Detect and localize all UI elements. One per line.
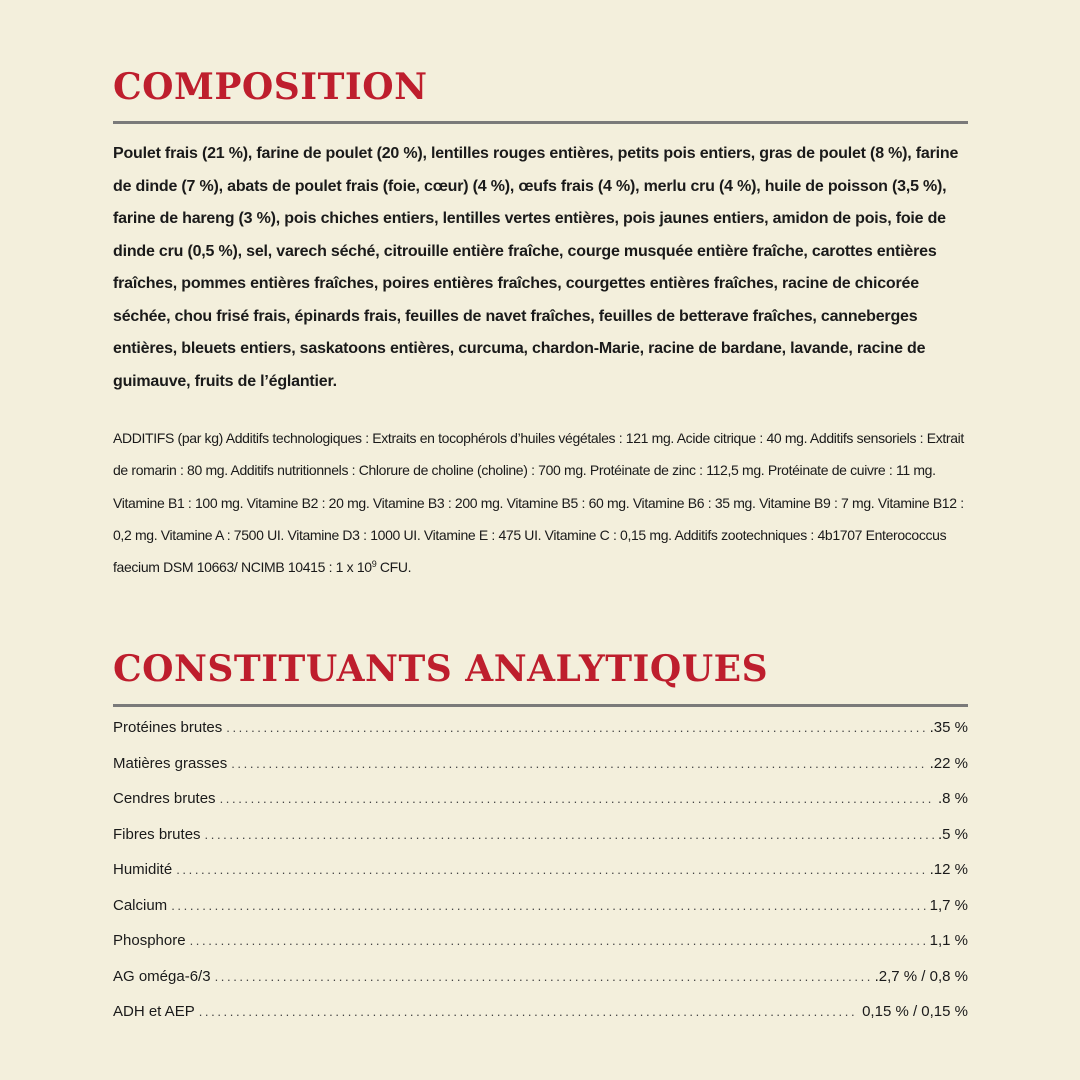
analytics-list bbox=[113, 719, 968, 1039]
dot-leader bbox=[171, 898, 925, 913]
analytics-row bbox=[113, 1003, 968, 1039]
analytics-label: AG oméga-6/3 bbox=[113, 967, 211, 985]
additives-unit: CFU. bbox=[376, 559, 412, 576]
analytics-label: Cendres brutes bbox=[113, 790, 216, 807]
additives-exponent: 9 bbox=[371, 559, 377, 570]
analytics-value: .8 % bbox=[937, 790, 968, 807]
dot-leader bbox=[199, 1004, 858, 1019]
analytics-divider bbox=[113, 704, 968, 707]
additives-main: ADDITIFS (par kg) Additifs technologiques : Extraits en tocophérols d’huiles végétales : 121 mg. Acide citrique : 40 mg. Additifs sensoriels : Extrait de romarin : 80 mg. Additifs nutritionnels : Chlorure de choline (choline) : 700 mg. Protéinate de zinc : 112,5 mg. Protéinate de cuivre : 11 mg. Vitamine B1 : 100 mg. Vitamine B2 : 20 mg. Vitamine B3 : 200 mg. Vitamine B5 : 60 mg. Vitamine B6 : 35 mg. Vitamine B9 : 7 mg. Vitamine B12 : 0,2 mg. Vitamine A : 7500 UI. Vitamine D3 : 1000 UI. Vitamine E : 475 UI. Vitamine C : 0,15 mg. Additifs zootechniques : 4b1707 Enterococcus faecium DSM 10663/ NCIMB 10415 : 1 x 10 bbox=[113, 430, 964, 576]
dot-leader bbox=[190, 933, 926, 948]
analytics-label: Fibres brutes bbox=[113, 825, 201, 843]
analytics-value: 1,7 % bbox=[929, 896, 968, 914]
analytics-value: .22 % bbox=[929, 754, 968, 772]
analytics-row bbox=[113, 826, 968, 862]
analytics-value: .2,7 % / 0,8 % bbox=[874, 967, 968, 985]
analytics-label: Calcium bbox=[113, 896, 168, 914]
analytics-value: 0,15 % / 0,15 % bbox=[862, 1003, 968, 1020]
dot-leader bbox=[215, 969, 871, 984]
dot-leader bbox=[220, 791, 934, 806]
analytics-label: Phosphore bbox=[113, 932, 186, 949]
additives-text bbox=[113, 422, 975, 583]
analytics-row bbox=[113, 897, 968, 933]
analytics-row bbox=[113, 932, 968, 968]
composition-heading: COMPOSITION bbox=[113, 66, 428, 108]
ingredients-text: Poulet frais (21 %), farine de poulet (20 %), lentilles rouges entières, petits pois entiers, gras de poulet (8 %), farine de dinde (7 %), abats de poulet frais (foie, cœur) (4 %), œufs frais (4 %), merlu cru (4 %), huile de poisson (3,5 %), farine de hareng (3 %), pois chiches entiers, lentilles vertes entières, pois jaunes entiers, amidon de pois, foie de dinde cru (0,5 %), sel, varech séché, citrouille entière fraîche, courge musquée entière fraîche, carottes entières fraîches, pommes entières fraîches, poires entières fraîches, courgettes entières fraîches, racine de chicorée séchée, chou frisé frais, épinards frais, feuilles de navet fraîches, feuilles de betterave fraîches, canneberges entières, bleuets entiers, saskatoons entières, curcuma, chardon-Marie, racine de bardane, lavande, racine de guimauve, fruits de l’églantier. bbox=[113, 145, 959, 390]
analytics-row bbox=[113, 968, 968, 1004]
analytics-heading: CONSTITUANTS ANALYTIQUES bbox=[113, 648, 769, 690]
dot-leader bbox=[205, 827, 934, 842]
analytics-label: Humidité bbox=[113, 861, 173, 878]
analytics-row bbox=[113, 719, 968, 755]
composition-divider bbox=[113, 121, 968, 124]
dot-leader bbox=[176, 862, 925, 877]
analytics-label: ADH et AEP bbox=[113, 1003, 195, 1020]
analytics-value: 1,1 % bbox=[929, 932, 968, 949]
analytics-value: .35 % bbox=[929, 719, 968, 736]
analytics-value: .12 % bbox=[929, 861, 968, 878]
analytics-row bbox=[113, 790, 968, 826]
analytics-row bbox=[113, 861, 968, 897]
analytics-label: Matières grasses bbox=[113, 754, 228, 772]
analytics-label: Protéines brutes bbox=[113, 719, 223, 736]
dot-leader bbox=[231, 756, 925, 771]
analytics-row bbox=[113, 755, 968, 791]
analytics-value: .5 % bbox=[937, 825, 968, 843]
dot-leader bbox=[226, 720, 925, 735]
